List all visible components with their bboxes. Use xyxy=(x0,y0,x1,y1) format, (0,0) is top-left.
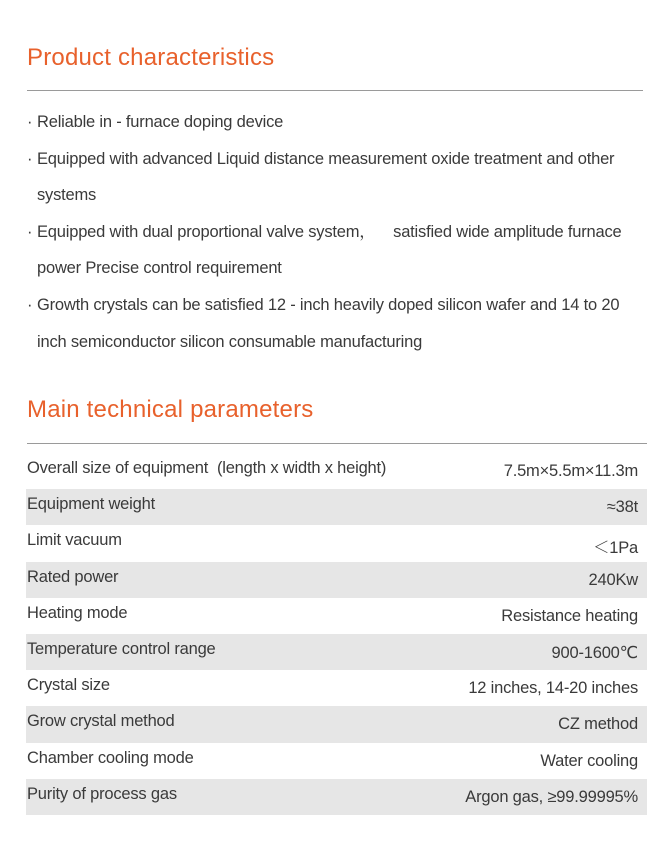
table-row xyxy=(26,779,647,815)
param-value: 900-1600℃ xyxy=(551,643,638,662)
param-value: Argon gas, ≥99.99995% xyxy=(465,787,638,806)
parameters-table xyxy=(26,453,647,815)
list-item-text: Equipped with dual proportional valve system， satisfied wide amplitude furnace power Precise control requirement xyxy=(37,222,626,278)
bullet-icon: · xyxy=(27,222,33,241)
characteristics-list xyxy=(27,104,642,360)
bullet-icon: · xyxy=(27,149,33,168)
param-value: CZ method xyxy=(558,715,638,734)
param-value: 12 inches, 14-20 inches xyxy=(468,679,638,698)
list-item xyxy=(27,287,642,360)
section-divider xyxy=(27,443,647,444)
list-item-text: Equipped with advanced Liquid distance measurement oxide treatment and other systems xyxy=(37,149,615,205)
table-row xyxy=(26,743,647,779)
param-value: 240Kw xyxy=(588,570,638,589)
list-item xyxy=(27,104,642,141)
param-value: Resistance heating xyxy=(501,606,638,625)
list-item-text: Growth crystals can be satisfied 12 - inch heavily doped silicon wafer and 14 to 20 inch semiconductor silicon consumable manufacturing xyxy=(37,295,620,351)
table-row xyxy=(26,562,647,598)
param-value: ＜1Pa xyxy=(592,539,638,558)
product-characteristics-title: Product characteristics xyxy=(27,44,275,71)
param-label: Equipment weight xyxy=(27,495,155,514)
param-value: Water cooling xyxy=(540,751,638,770)
param-value: ≈38t xyxy=(606,498,638,517)
table-row xyxy=(26,634,647,670)
list-item-text: Reliable in - furnace doping device xyxy=(37,113,284,131)
table-row xyxy=(26,525,647,561)
param-label: Temperature control range xyxy=(27,639,216,658)
param-label: Rated power xyxy=(27,567,119,586)
bullet-icon: · xyxy=(27,113,33,131)
param-label: Overall size of equipment (length x width x height) xyxy=(27,459,387,477)
param-label: Limit vacuum xyxy=(27,531,122,550)
table-row xyxy=(26,670,647,706)
table-row xyxy=(26,453,647,489)
param-value: 7.5m×5.5m×11.3m xyxy=(503,462,638,480)
list-item xyxy=(27,214,642,287)
table-row xyxy=(26,706,647,742)
table-row xyxy=(26,489,647,525)
param-label: Chamber cooling mode xyxy=(27,748,194,767)
param-label: Heating mode xyxy=(27,603,128,622)
list-item xyxy=(27,141,642,214)
section-divider xyxy=(27,90,643,91)
bullet-icon: · xyxy=(27,295,33,314)
table-row xyxy=(26,598,647,634)
param-label: Purity of process gas xyxy=(27,784,177,803)
technical-parameters-title: Main technical parameters xyxy=(27,396,314,423)
param-label: Crystal size xyxy=(27,676,110,695)
param-label: Grow crystal method xyxy=(27,712,175,731)
